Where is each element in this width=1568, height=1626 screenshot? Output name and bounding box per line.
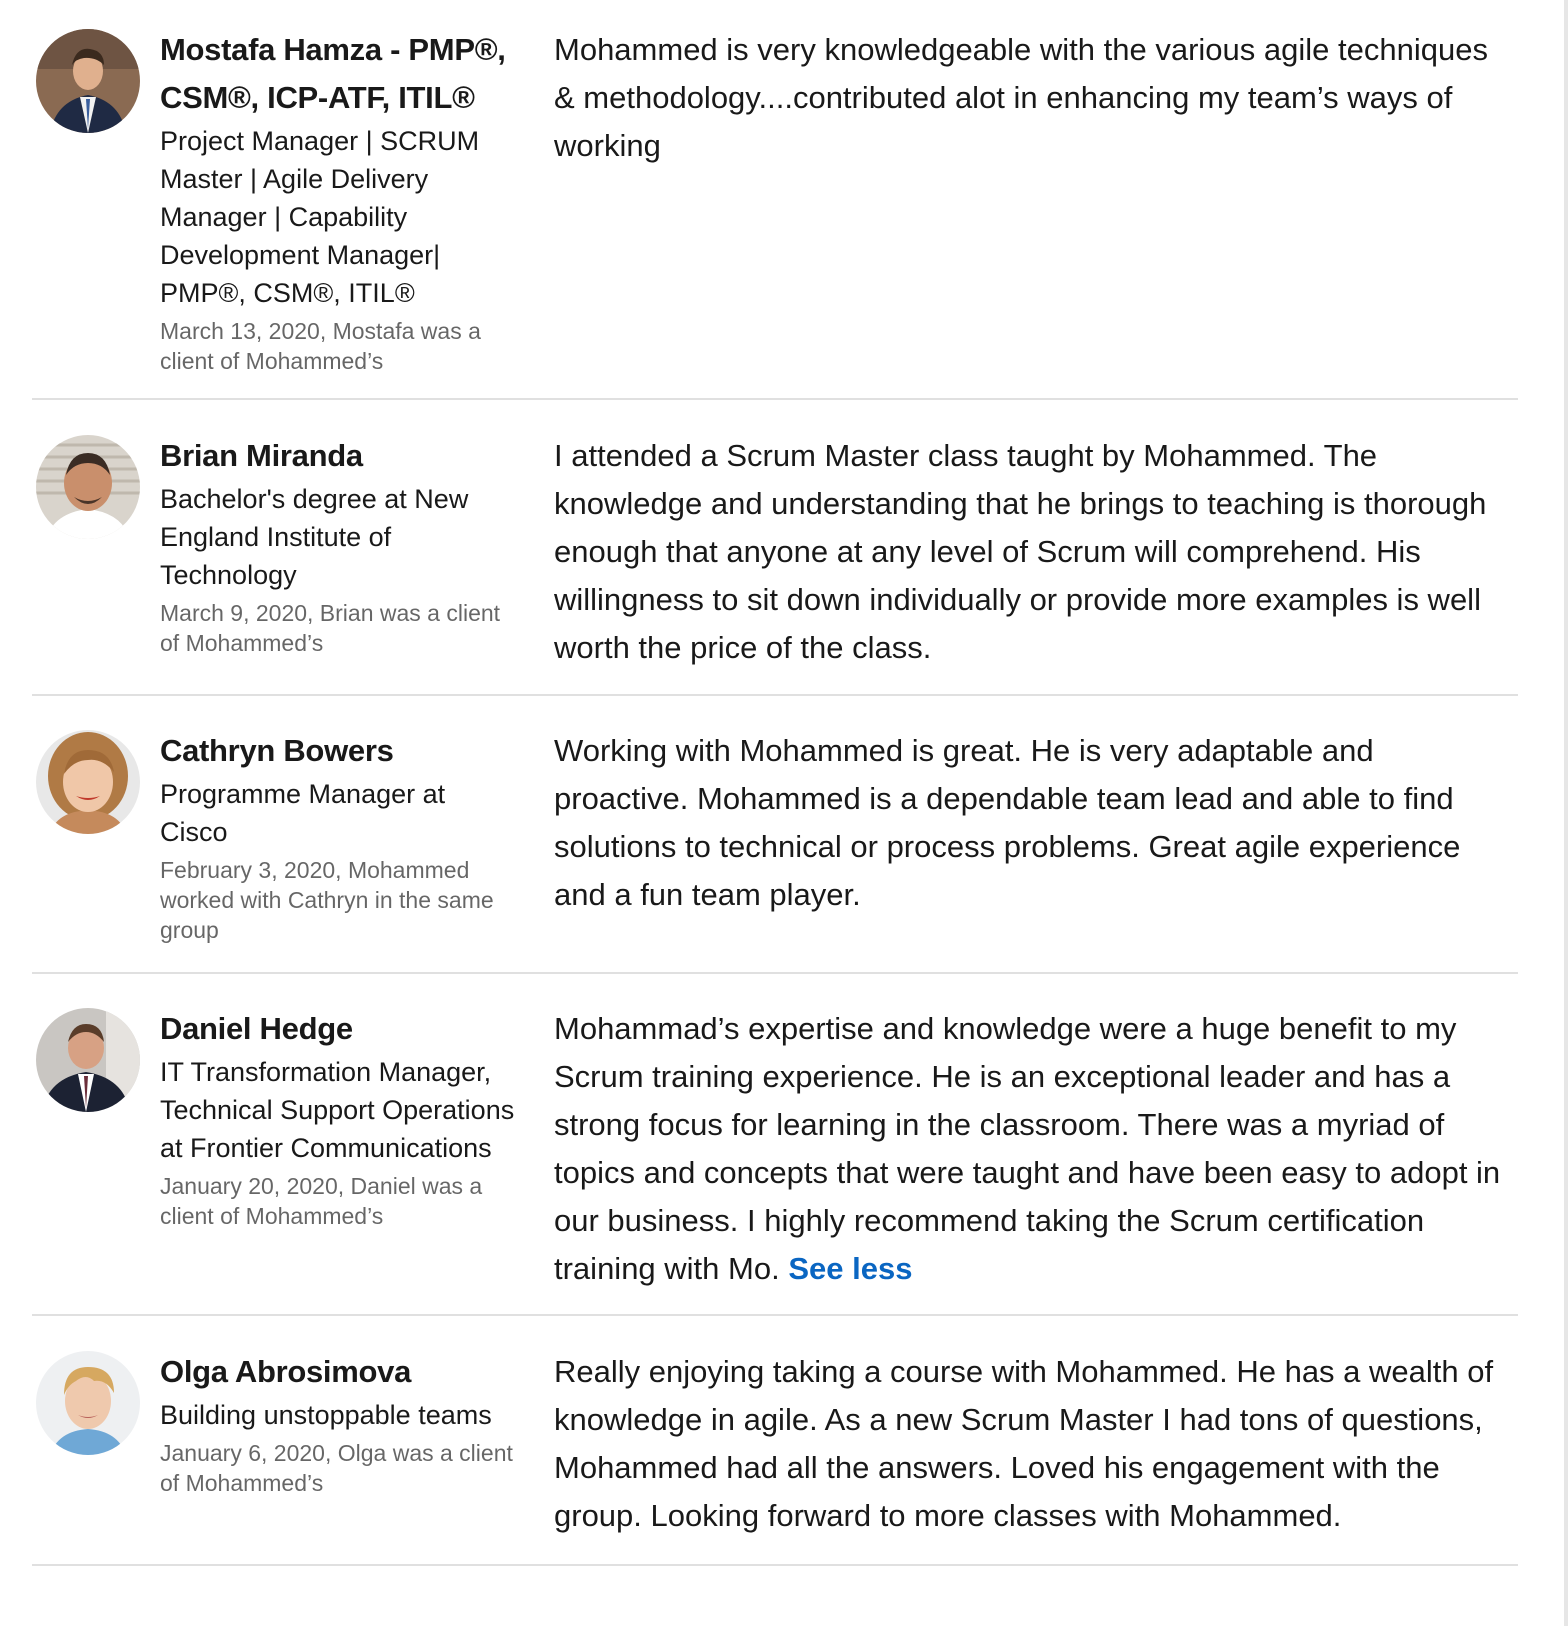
recommendation-meta: March 9, 2020, Brian was a client of Mohammed’s [160,600,501,656]
recommender-headline: Programme Manager at Cisco [160,779,446,847]
recommender-name[interactable]: Cathryn Bowers [160,733,394,768]
recommender-headline: Bachelor's degree at New England Institute of Technology [160,484,469,590]
recommendations-list [32,0,1518,1566]
profile-photo-mostafa [36,29,140,133]
recommender-headline: Building unstoppable teams [160,1400,492,1430]
recommendation-text [554,1005,1504,1293]
recommender-name[interactable]: Daniel Hedge [160,1011,353,1046]
recommendation-text: Really enjoying taking a course with Mohammed. He has a wealth of knowledge in agile. As a new Scrum Master I had tons of questions, Mohammed had all the answers. Loved his engagement with the group. Looking forward to more classes with Mohammed. [554,1354,1494,1533]
recommender-headline: Project Manager | SCRUM Master | Agile Delivery Manager | Capability Development Manager| PMP®, CSM®, ITIL® [160,126,480,308]
recommendation-meta: March 13, 2020, Mostafa was a client of Mohammed’s [160,318,481,374]
recommendation-item [32,696,1518,974]
recommender-info [160,1348,520,1498]
recommendation-meta: February 3, 2020, Mohammed worked with Cathryn in the same group [160,857,494,943]
recommendation-meta: January 6, 2020, Olga was a client of Mohammed’s [160,1440,513,1496]
recommender-info [160,26,520,376]
recommendation-text: I attended a Scrum Master class taught by Mohammed. The knowledge and understanding that he brings to teaching is thorough enough that anyone at any level of Scrum will comprehend. His willingness to sit down individually or provide more examples is well worth the price of the class. [554,438,1487,665]
recommendation-text-body: Mohammad’s expertise and knowledge were a huge benefit to my Scrum training experience. He is an exceptional leader and has a strong focus for learning in the classroom. There was a myriad of topics and concepts that were taught and have been easy to adopt in our business. I highly recommend taking the Scrum certification training with Mo. [554,1011,1501,1286]
recommender-name[interactable]: Brian Miranda [160,438,363,473]
recommendation-item [32,400,1518,696]
recommendation-text: Working with Mohammed is great. He is very adaptable and proactive. Mohammed is a dependable team lead and able to find solutions to technical or process problems. Great agile experience and a fun team player. [554,733,1461,912]
profile-photo-olga [36,1351,140,1455]
recommendation-item [32,0,1518,400]
recommender-info [160,432,520,658]
recommendation-item [32,1316,1518,1566]
avatar[interactable] [36,1008,140,1112]
profile-photo-cathryn [36,730,140,834]
recommender-info [160,727,520,945]
recommendation-meta: January 20, 2020, Daniel was a client of Mohammed’s [160,1173,483,1229]
page-scroll-edge [1564,0,1568,1626]
avatar[interactable] [36,435,140,539]
profile-photo-brian [36,435,140,539]
recommender-name[interactable]: Olga Abrosimova [160,1354,412,1389]
recommender-headline: IT Transformation Manager, Technical Support Operations at Frontier Communications [160,1057,515,1163]
see-less-link[interactable]: See less [788,1251,913,1286]
avatar[interactable] [36,1351,140,1455]
profile-photo-daniel [36,1008,140,1112]
avatar[interactable] [36,730,140,834]
recommender-name[interactable]: Mostafa Hamza - PMP®, CSM®, ICP-ATF, ITIL® [160,32,506,115]
recommendation-item [32,974,1518,1316]
recommender-info [160,1005,520,1231]
recommendation-text: Mohammed is very knowledgeable with the various agile techniques & methodology....contributed alot in enhancing my team’s ways of working [554,32,1488,163]
avatar[interactable] [36,29,140,133]
